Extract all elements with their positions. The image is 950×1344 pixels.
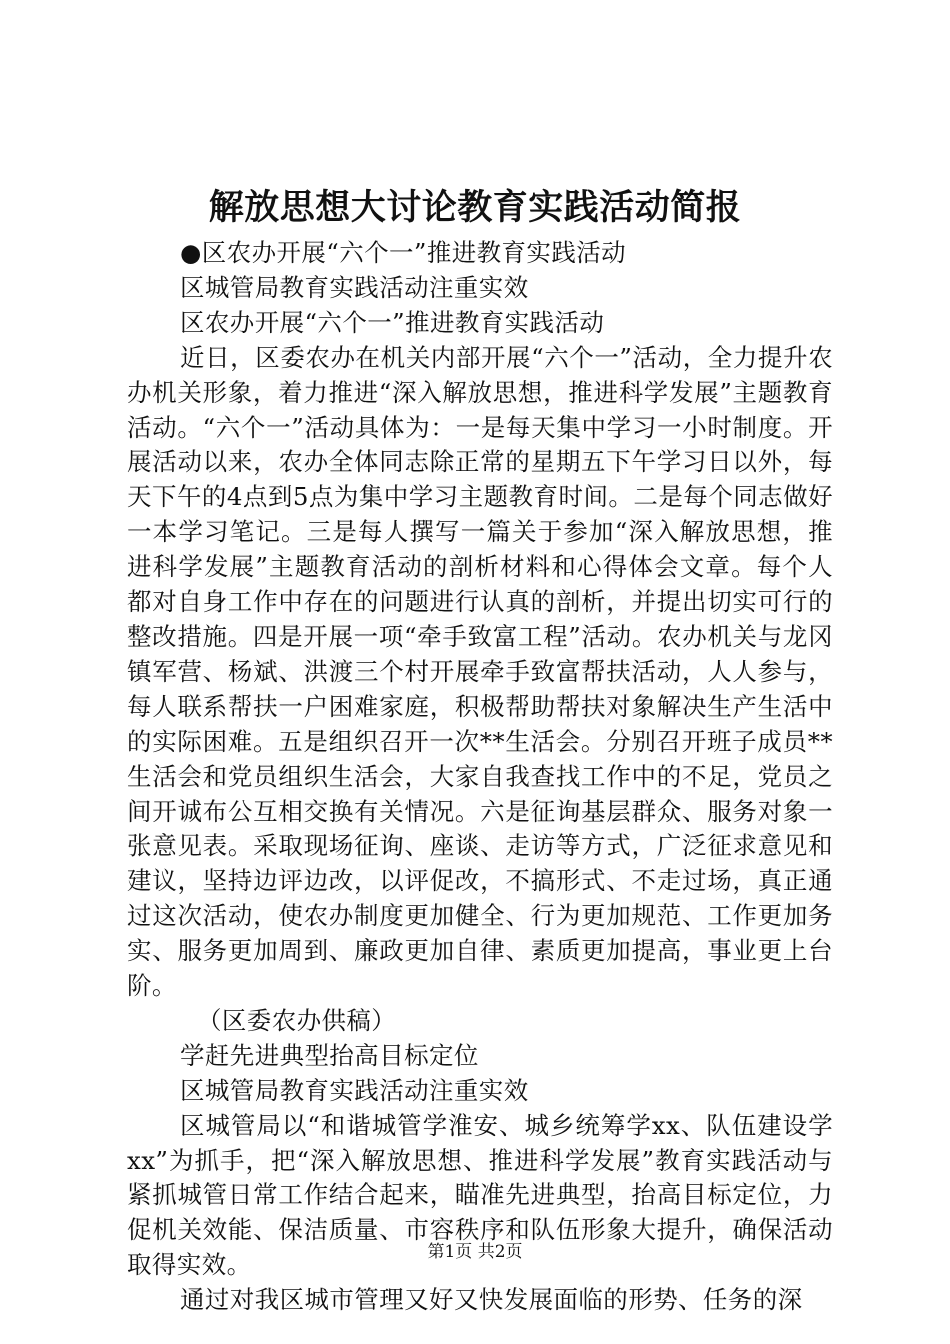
section-heading: 学赶先进典型抬高目标定位 [180,1040,479,1070]
body-paragraph: 区城管局以“和谐城管学淮安、城乡统筹学xx、队伍建设学xx”为抓手，把“深入解放思想、推进科学发展”教育实践活动与紧抓城管日常工作结合起来，瞄准先进典型，抬高目标定位，力促机关效能、保洁质量、市容秩序和队伍形象大提升，确保活动取得实效。 [127,1110,833,1280]
subheading: 区城管局教育实践活动注重实效 [180,272,529,302]
body-paragraph: 通过对我区城市管理又好又快发展面临的形势、任务的深 [180,1285,803,1315]
page-footer: 第1页 共2页 [427,1242,523,1262]
section-subheading: 区城管局教育实践活动注重实效 [180,1075,529,1105]
bullet-heading: ●区农办开展“六个一”推进教育实践活动 [180,238,627,267]
body-paragraph: 近日，区委农办在机关内部开展“六个一”活动，全力提升农办机关形象，着力推进“深入解放思想，推进科学发展”主题教育活动。“六个一”活动具体为：一是每天集中学习一小时制度。开展活动以来，农办全体同志除正常的星期五下午学习日以外，每天下午的4点到5点为集中学习主题教育时间。二是每个同志做好一本学习笔记。三是每人撰写一篇关于参加“深入解放思想，推进科学发展”主题教育活动的剖析材料和心得体会文章。每个人都对自身工作中存在的问题进行认真的剖析，并提出切实可行的整改措施。四是开展一项“牵手致富工程”活动。农办机关与龙冈镇军营、杨斌、洪渡三个村开展牵手致富帮扶活动，人人参与，每人联系帮扶一户困难家庭，积极帮助帮扶对象解决生产生活中的实际困难。五是组织召开一次**生活会。分别召开班子成员**生活会和党员组织生活会，大家自我查找工作中的不足，党员之间开诚布公互相交换有关情况。六是征询基层群众、服务对象一张意见表。采取现场征询、座谈、走访等方式，广泛征求意见和建议，坚持边评边改，以评促改，不搞形式、不走过场，真正通过这次活动，使农办制度更加健全、行为更加规范、工作更加务实、服务更加周到、廉政更加自律、素质更加提高，事业更上台阶。 [127,342,833,1001]
source-credit: （区委农办供稿） [197,1005,397,1035]
document-body [127,236,833,1318]
section-heading: 区农办开展“六个一”推进教育实践活动 [180,307,605,337]
document-title: 解放思想大讨论教育实践活动简报 [208,187,742,228]
